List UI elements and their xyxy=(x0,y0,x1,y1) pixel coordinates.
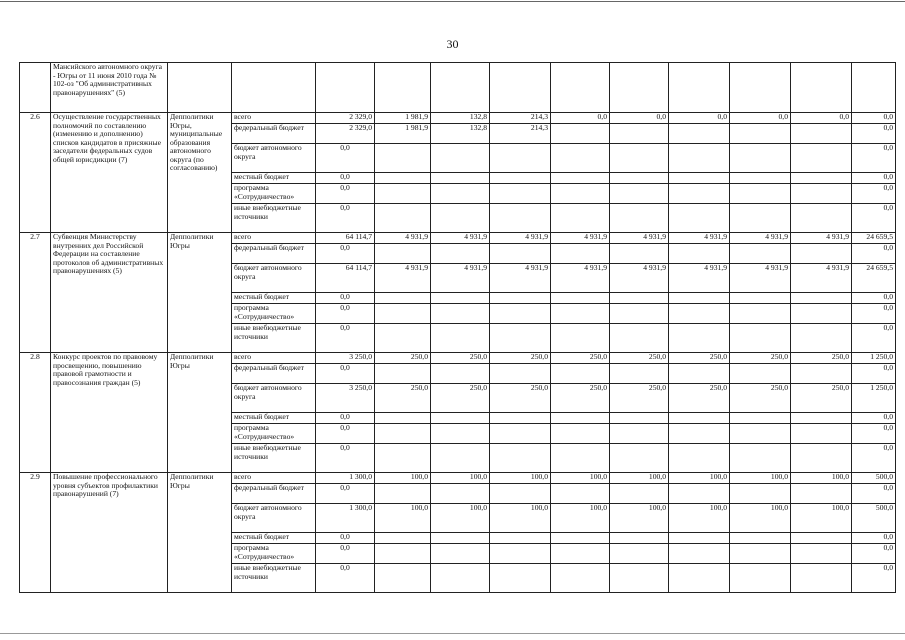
value-cell: 0,0 xyxy=(669,113,730,124)
last-period-cell: 0,0 xyxy=(852,304,896,324)
value-cell xyxy=(551,424,610,444)
value-cell: 100,0 xyxy=(551,504,610,533)
value-cell xyxy=(730,364,791,384)
value-cell xyxy=(791,173,852,184)
value-cell xyxy=(669,293,730,304)
funding-source-label: местный бюджет xyxy=(232,413,316,424)
value-cell xyxy=(551,533,610,544)
value-cell xyxy=(730,173,791,184)
value-cell xyxy=(551,484,610,504)
value-cell xyxy=(730,244,791,264)
value-cell: 100,0 xyxy=(791,504,852,533)
value-cell: 250,0 xyxy=(669,384,730,413)
value-cell xyxy=(730,424,791,444)
value-cell xyxy=(375,544,431,564)
value-cell xyxy=(669,544,730,564)
value-cell xyxy=(375,364,431,384)
value-cell xyxy=(551,144,610,173)
value-cell xyxy=(669,413,730,424)
value-cell xyxy=(375,324,431,353)
value-cell: 100,0 xyxy=(730,504,791,533)
last-period-cell: 500,0 xyxy=(852,504,896,533)
item-description: Осуществление государственных полномочий по составлению (изменению и дополнению) списков кандидатов в присяжные заседатели федеральных судов общей юрисдикции (7) xyxy=(51,113,168,233)
funding-source-label: программа «Сотрудничество» xyxy=(232,544,316,564)
value-cell xyxy=(791,484,852,504)
value-cell xyxy=(490,204,551,233)
value-cell xyxy=(375,533,431,544)
value-cell xyxy=(431,484,490,504)
last-period-cell: 0,0 xyxy=(852,564,896,593)
value-cell xyxy=(375,244,431,264)
funding-source-label: программа «Сотрудничество» xyxy=(232,184,316,204)
last-period-cell: 0,0 xyxy=(852,364,896,384)
last-period-cell: 0,0 xyxy=(852,544,896,564)
value-cell xyxy=(730,124,791,144)
value-cell xyxy=(490,173,551,184)
value-cell: 0,0 xyxy=(316,364,375,384)
value-cell: 4 931,9 xyxy=(490,233,551,244)
value-cell xyxy=(669,204,730,233)
value-cell xyxy=(610,444,669,473)
funding-source-label: иные внебюджетные источники xyxy=(232,444,316,473)
value-cell xyxy=(791,364,852,384)
value-cell xyxy=(490,424,551,444)
value-cell xyxy=(610,173,669,184)
value-cell xyxy=(551,184,610,204)
item-responsible: Депполитики Югры xyxy=(168,473,232,593)
value-cell: 250,0 xyxy=(490,384,551,413)
value-cell: 100,0 xyxy=(490,504,551,533)
value-cell xyxy=(730,324,791,353)
value-cell xyxy=(791,244,852,264)
last-period-cell: 24 659,5 xyxy=(852,264,896,293)
value-cell xyxy=(669,144,730,173)
value-cell xyxy=(669,124,730,144)
value-cell xyxy=(551,204,610,233)
value-cell xyxy=(730,444,791,473)
value-cell xyxy=(669,424,730,444)
value-cell xyxy=(375,293,431,304)
page-number: 30 xyxy=(446,37,459,51)
value-cell xyxy=(791,184,852,204)
value-cell: 0,0 xyxy=(316,413,375,424)
value-cell xyxy=(431,324,490,353)
value-cell xyxy=(551,364,610,384)
value-cell: 3 250,0 xyxy=(316,384,375,413)
value-cell xyxy=(375,304,431,324)
funding-source-label: иные внебюджетные источники xyxy=(232,324,316,353)
value-cell xyxy=(669,484,730,504)
value-cell xyxy=(375,484,431,504)
value-cell xyxy=(375,444,431,473)
value-cell: 100,0 xyxy=(730,473,791,484)
value-cell: 4 931,9 xyxy=(610,233,669,244)
value-cell: 250,0 xyxy=(610,384,669,413)
last-period-cell: 0,0 xyxy=(852,533,896,544)
value-cell xyxy=(669,304,730,324)
funding-source-label: бюджет автономного округа xyxy=(232,264,316,293)
value-cell xyxy=(610,484,669,504)
value-cell xyxy=(610,424,669,444)
funding-source-label: федеральный бюджет xyxy=(232,124,316,144)
value-cell xyxy=(431,413,490,424)
value-cell xyxy=(791,124,852,144)
funding-source-label: всего xyxy=(232,233,316,244)
value-cell xyxy=(610,324,669,353)
funding-source-label: программа «Сотрудничество» xyxy=(232,304,316,324)
value-cell: 132,8 xyxy=(431,113,490,124)
value-cell xyxy=(730,184,791,204)
funding-source-label: бюджет автономного округа xyxy=(232,384,316,413)
value-cell: 250,0 xyxy=(669,353,730,364)
value-cell xyxy=(375,184,431,204)
value-cell xyxy=(431,564,490,593)
last-period-cell: 0,0 xyxy=(852,124,896,144)
funding-source-label: местный бюджет xyxy=(232,533,316,544)
value-cell: 250,0 xyxy=(431,353,490,364)
last-period-cell: 0,0 xyxy=(852,324,896,353)
value-cell: 100,0 xyxy=(375,504,431,533)
funding-source-label: иные внебюджетные источники xyxy=(232,564,316,593)
value-cell xyxy=(375,173,431,184)
continuation-text: Мансийского автономного округа - Югры от 11 июня 2010 года № 102-оз "Об административных правонарушениях" (5) xyxy=(51,63,168,113)
value-cell xyxy=(490,564,551,593)
value-cell: 4 931,9 xyxy=(375,264,431,293)
value-cell: 4 931,9 xyxy=(551,264,610,293)
value-cell: 250,0 xyxy=(431,384,490,413)
value-cell: 0,0 xyxy=(610,113,669,124)
value-cell: 4 931,9 xyxy=(431,233,490,244)
last-period-cell: 0,0 xyxy=(852,173,896,184)
value-cell xyxy=(610,244,669,264)
value-cell xyxy=(730,484,791,504)
num-cell xyxy=(20,63,51,113)
value-cell xyxy=(551,324,610,353)
value-cell xyxy=(375,424,431,444)
value-cell: 100,0 xyxy=(610,504,669,533)
value-cell: 250,0 xyxy=(730,384,791,413)
value-cell xyxy=(375,564,431,593)
item-number: 2.8 xyxy=(20,353,51,473)
item-description: Субвенция Министерству внутренних дел Российской Федерации на составление протоколов об административных правонарушениях (5) xyxy=(51,233,168,353)
value-cell: 250,0 xyxy=(490,353,551,364)
value-cell xyxy=(669,533,730,544)
value-cell xyxy=(431,204,490,233)
value-cell: 4 931,9 xyxy=(610,264,669,293)
item-number: 2.9 xyxy=(20,473,51,593)
value-cell: 214,3 xyxy=(490,113,551,124)
value-cell xyxy=(730,293,791,304)
value-cell xyxy=(669,244,730,264)
continuation-row xyxy=(20,63,896,113)
funding-source-label: всего xyxy=(232,473,316,484)
value-cell: 0,0 xyxy=(316,244,375,264)
last-period-cell: 0,0 xyxy=(852,484,896,504)
value-cell: 0,0 xyxy=(316,533,375,544)
value-cell xyxy=(490,324,551,353)
value-cell xyxy=(551,293,610,304)
value-cell xyxy=(431,424,490,444)
value-cell xyxy=(610,564,669,593)
value-cell: 250,0 xyxy=(375,384,431,413)
value-cell: 4 931,9 xyxy=(431,264,490,293)
value-cell xyxy=(730,564,791,593)
table-row xyxy=(20,233,896,244)
value-cell: 0,0 xyxy=(551,113,610,124)
value-cell xyxy=(490,304,551,324)
value-cell: 4 931,9 xyxy=(791,264,852,293)
value-cell: 100,0 xyxy=(490,473,551,484)
value-cell xyxy=(610,144,669,173)
value-cell xyxy=(431,544,490,564)
value-cell xyxy=(730,544,791,564)
value-cell: 100,0 xyxy=(669,473,730,484)
item-responsible: Депполитики Югры xyxy=(168,353,232,473)
last-period-cell: 24 659,5 xyxy=(852,233,896,244)
value-cell xyxy=(551,244,610,264)
value-cell: 100,0 xyxy=(610,473,669,484)
value-cell xyxy=(791,144,852,173)
value-cell: 4 931,9 xyxy=(669,233,730,244)
value-cell xyxy=(551,173,610,184)
funding-source-label: федеральный бюджет xyxy=(232,364,316,384)
value-cell: 0,0 xyxy=(316,173,375,184)
value-cell xyxy=(669,564,730,593)
value-cell xyxy=(730,144,791,173)
value-cell: 250,0 xyxy=(551,384,610,413)
value-cell xyxy=(375,413,431,424)
value-cell: 1 300,0 xyxy=(316,473,375,484)
item-number: 2.6 xyxy=(20,113,51,233)
value-cell xyxy=(551,564,610,593)
value-cell xyxy=(730,413,791,424)
value-cell xyxy=(431,304,490,324)
last-period-cell: 0,0 xyxy=(852,244,896,264)
value-cell xyxy=(490,184,551,204)
value-cell: 214,3 xyxy=(490,124,551,144)
last-period-cell: 0,0 xyxy=(852,144,896,173)
value-cell: 100,0 xyxy=(669,504,730,533)
value-cell: 0,0 xyxy=(730,113,791,124)
table-row xyxy=(20,113,896,124)
last-period-cell: 500,0 xyxy=(852,473,896,484)
value-cell xyxy=(791,564,852,593)
value-cell xyxy=(490,544,551,564)
value-cell: 132,8 xyxy=(431,124,490,144)
page-bottom-edge xyxy=(0,633,905,634)
value-cell xyxy=(431,533,490,544)
value-cell xyxy=(669,324,730,353)
value-cell: 0,0 xyxy=(316,484,375,504)
value-cell: 250,0 xyxy=(375,353,431,364)
value-cell xyxy=(431,173,490,184)
value-cell xyxy=(490,413,551,424)
value-cell xyxy=(490,444,551,473)
funding-source-label: программа «Сотрудничество» xyxy=(232,424,316,444)
value-cell xyxy=(551,544,610,564)
value-cell xyxy=(610,413,669,424)
value-cell: 0,0 xyxy=(316,544,375,564)
item-number: 2.7 xyxy=(20,233,51,353)
value-cell xyxy=(610,293,669,304)
value-cell xyxy=(490,244,551,264)
value-cell xyxy=(610,364,669,384)
funding-source-label: всего xyxy=(232,353,316,364)
value-cell xyxy=(375,204,431,233)
value-cell: 2 329,0 xyxy=(316,124,375,144)
value-cell: 0,0 xyxy=(316,324,375,353)
value-cell xyxy=(791,204,852,233)
last-period-cell: 0,0 xyxy=(852,413,896,424)
value-cell xyxy=(431,184,490,204)
last-period-cell: 1 250,0 xyxy=(852,384,896,413)
last-period-cell: 0,0 xyxy=(852,444,896,473)
value-cell xyxy=(791,544,852,564)
value-cell: 1 981,9 xyxy=(375,113,431,124)
value-cell xyxy=(610,184,669,204)
value-cell: 4 931,9 xyxy=(791,233,852,244)
value-cell: 0,0 xyxy=(316,444,375,473)
value-cell xyxy=(551,413,610,424)
value-cell xyxy=(669,364,730,384)
value-cell xyxy=(791,424,852,444)
value-cell: 64 114,7 xyxy=(316,264,375,293)
value-cell xyxy=(669,444,730,473)
value-cell: 100,0 xyxy=(551,473,610,484)
value-cell: 250,0 xyxy=(551,353,610,364)
value-cell xyxy=(551,444,610,473)
funding-source-label: иные внебюджетные источники xyxy=(232,204,316,233)
value-cell xyxy=(791,444,852,473)
value-cell: 0,0 xyxy=(316,304,375,324)
last-period-cell: 0,0 xyxy=(852,113,896,124)
value-cell: 250,0 xyxy=(791,384,852,413)
funding-source-label: бюджет автономного округа xyxy=(232,504,316,533)
value-cell xyxy=(791,324,852,353)
value-cell xyxy=(551,304,610,324)
value-cell xyxy=(791,533,852,544)
value-cell: 250,0 xyxy=(730,353,791,364)
value-cell xyxy=(669,173,730,184)
item-responsible: Депполитики Югры xyxy=(168,233,232,353)
value-cell: 1 981,9 xyxy=(375,124,431,144)
last-period-cell: 1 250,0 xyxy=(852,353,896,364)
value-cell xyxy=(610,304,669,324)
value-cell: 0,0 xyxy=(316,424,375,444)
value-cell xyxy=(730,304,791,324)
funding-source-label: федеральный бюджет xyxy=(232,244,316,264)
last-period-cell: 0,0 xyxy=(852,293,896,304)
funding-source-label: бюджет автономного округа xyxy=(232,144,316,173)
value-cell xyxy=(610,124,669,144)
value-cell xyxy=(551,124,610,144)
value-cell: 4 931,9 xyxy=(669,264,730,293)
value-cell: 0,0 xyxy=(316,564,375,593)
funding-source-label: местный бюджет xyxy=(232,293,316,304)
last-period-cell: 0,0 xyxy=(852,184,896,204)
value-cell xyxy=(610,544,669,564)
value-cell xyxy=(490,364,551,384)
value-cell xyxy=(431,444,490,473)
value-cell xyxy=(791,304,852,324)
funding-source-label: местный бюджет xyxy=(232,173,316,184)
value-cell: 4 931,9 xyxy=(375,233,431,244)
value-cell: 250,0 xyxy=(610,353,669,364)
last-period-cell: 0,0 xyxy=(852,204,896,233)
value-cell xyxy=(490,293,551,304)
value-cell: 0,0 xyxy=(316,184,375,204)
funding-table xyxy=(19,62,896,593)
value-cell: 0,0 xyxy=(316,144,375,173)
funding-source-label: федеральный бюджет xyxy=(232,484,316,504)
value-cell xyxy=(431,364,490,384)
value-cell xyxy=(791,293,852,304)
value-cell: 4 931,9 xyxy=(730,233,791,244)
item-description: Повышение профессионального уровня субъектов профилактики правонарушений (7) xyxy=(51,473,168,593)
value-cell xyxy=(610,533,669,544)
value-cell: 100,0 xyxy=(791,473,852,484)
value-cell xyxy=(730,533,791,544)
value-cell xyxy=(490,144,551,173)
value-cell: 4 931,9 xyxy=(490,264,551,293)
table-row xyxy=(20,473,896,484)
value-cell: 250,0 xyxy=(791,353,852,364)
value-cell xyxy=(431,244,490,264)
page-top-edge xyxy=(0,1,905,2)
value-cell: 4 931,9 xyxy=(730,264,791,293)
last-period-cell: 0,0 xyxy=(852,424,896,444)
value-cell xyxy=(490,484,551,504)
item-description: Конкурс проектов по правовому просвещению, повышению правовой грамотности и правосознания граждан (5) xyxy=(51,353,168,473)
value-cell xyxy=(490,533,551,544)
value-cell xyxy=(610,204,669,233)
value-cell: 64 114,7 xyxy=(316,233,375,244)
table-body xyxy=(20,63,896,593)
value-cell: 100,0 xyxy=(431,504,490,533)
value-cell: 0,0 xyxy=(316,204,375,233)
value-cell: 0,0 xyxy=(791,113,852,124)
value-cell: 3 250,0 xyxy=(316,353,375,364)
value-cell: 4 931,9 xyxy=(551,233,610,244)
value-cell: 0,0 xyxy=(316,293,375,304)
value-cell: 1 300,0 xyxy=(316,504,375,533)
value-cell xyxy=(431,293,490,304)
value-cell: 2 329,0 xyxy=(316,113,375,124)
value-cell xyxy=(791,413,852,424)
value-cell: 100,0 xyxy=(431,473,490,484)
value-cell xyxy=(431,144,490,173)
value-cell xyxy=(669,184,730,204)
value-cell xyxy=(730,204,791,233)
item-responsible: Депполитики Югры, муниципальные образования автономного округа (по согласованию) xyxy=(168,113,232,233)
table-row xyxy=(20,353,896,364)
value-cell xyxy=(375,144,431,173)
funding-source-label: всего xyxy=(232,113,316,124)
value-cell: 100,0 xyxy=(375,473,431,484)
